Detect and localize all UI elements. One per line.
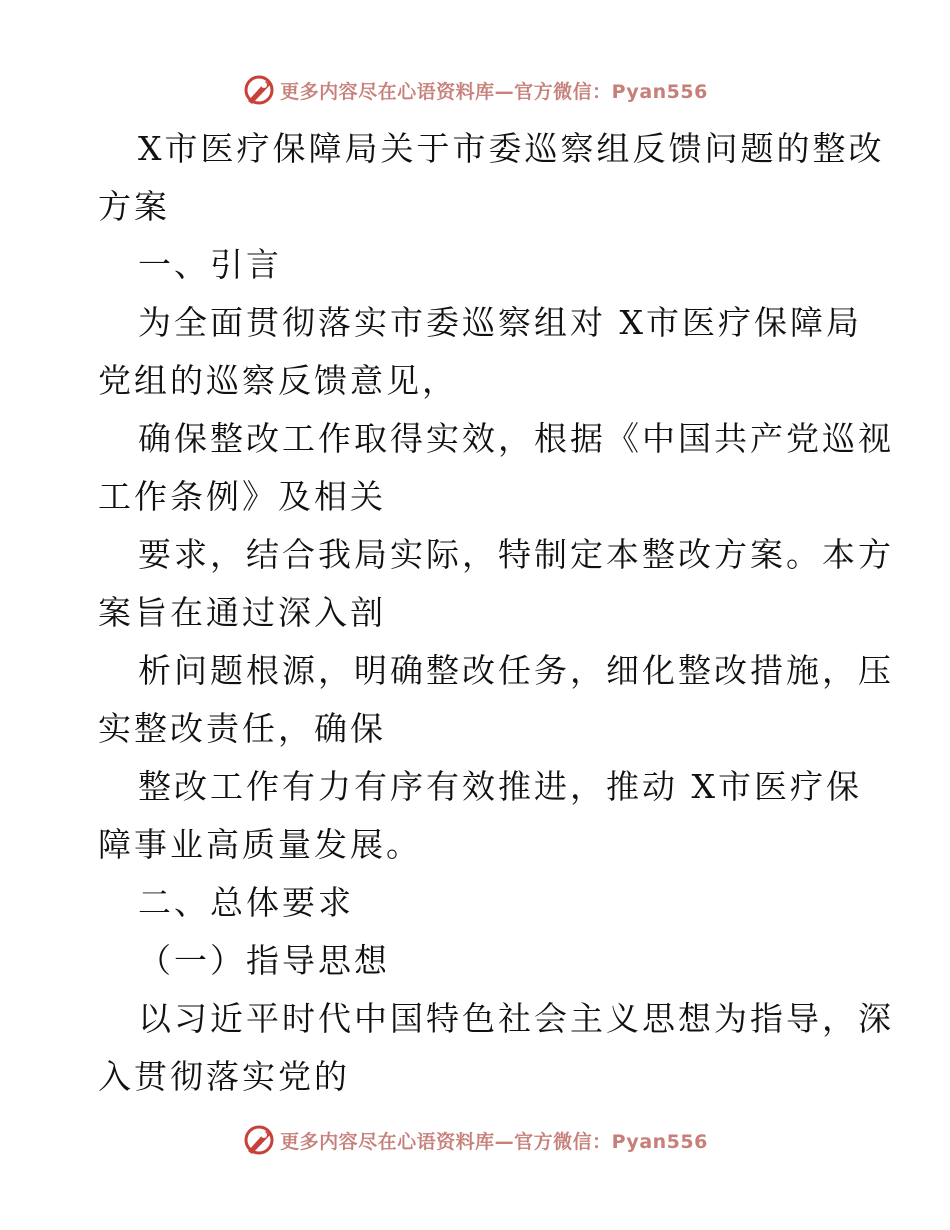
- paragraph-line: 以习近平时代中国特色社会主义思想为指导，深: [138, 999, 894, 1038]
- paragraph-line: 析问题根源，明确整改任务，细化整改措施，压: [138, 651, 894, 690]
- paragraph-line: 要求，结合我局实际，特制定本整改方案。本方: [138, 535, 894, 574]
- paragraph-line: 障事业高质量发展。: [98, 825, 422, 864]
- header-watermark: [0, 70, 950, 110]
- section-heading-intro: 一、引言: [138, 245, 282, 284]
- watermark-text: 更多内容尽在心语资料库—官方微信：Pyan556: [280, 1130, 708, 1153]
- pen-logo-icon: [242, 1123, 276, 1157]
- watermark-text: 更多内容尽在心语资料库—官方微信：Pyan556: [280, 80, 708, 103]
- paragraph-line: 为全面贯彻落实市委巡察组对 X市医疗保障局: [138, 303, 862, 342]
- pen-logo-icon: [242, 73, 276, 107]
- document-title-line-2: 方案: [98, 187, 170, 226]
- paragraph-line: 实整改责任，确保: [98, 709, 386, 748]
- document-body: [98, 120, 894, 1106]
- paragraph-line: 整改工作有力有序有效推进，推动 X市医疗保: [138, 767, 862, 806]
- paragraph-line: 党组的巡察反馈意见，: [98, 361, 458, 400]
- paragraph-line: 工作条例》及相关: [98, 477, 386, 516]
- paragraph-line: 确保整改工作取得实效，根据《中国共产党巡视: [138, 419, 894, 458]
- subsection-heading-guiding: （一）指导思想: [138, 941, 390, 980]
- paragraph-line: 入贯彻落实党的: [98, 1057, 350, 1096]
- paragraph-line: 案旨在通过深入剖: [98, 593, 386, 632]
- section-heading-general: 二、总体要求: [138, 883, 354, 922]
- document-title-line-1: X市医疗保障局关于市委巡察组反馈问题的整改: [138, 129, 885, 168]
- footer-watermark: [0, 1120, 950, 1160]
